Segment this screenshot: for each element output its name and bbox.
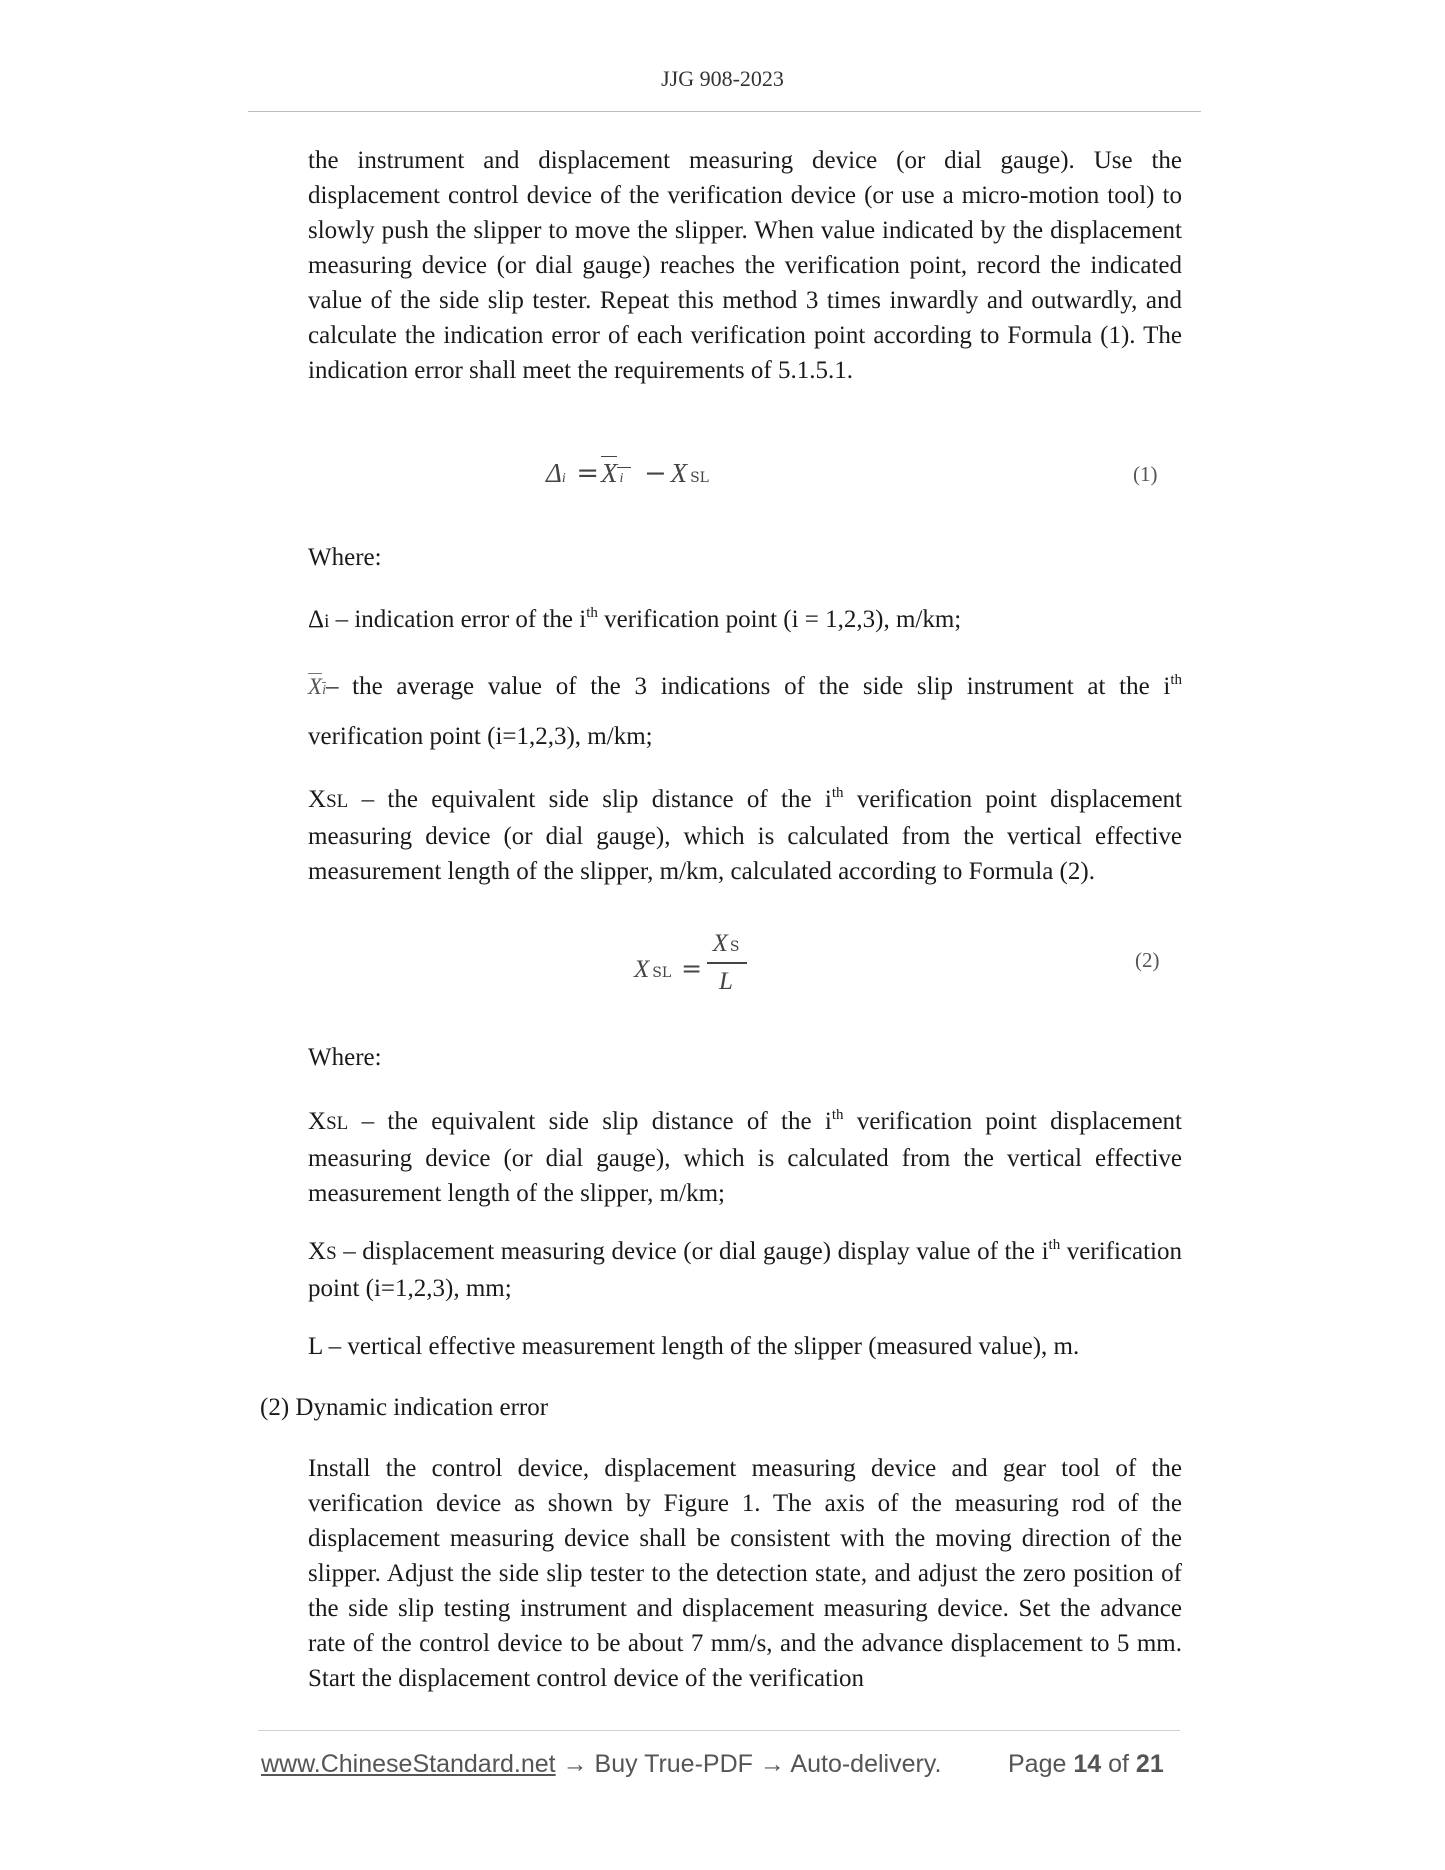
def2-xsl-text-a: – the equivalent side slip distance of the i xyxy=(348,1108,832,1135)
footer-arrow-2: → xyxy=(752,1750,791,1778)
header-divider xyxy=(248,111,1201,112)
footer-of-label: of xyxy=(1108,1750,1129,1778)
header-doc-id: JJG 908-2023 xyxy=(661,66,784,91)
def-xbar-text-b: verification point (i=1,2,3), m/km; xyxy=(308,723,653,750)
def-delta-text-b: verification point (i = 1,2,3), m/km; xyxy=(597,606,962,633)
def-xsl-symbol: X xyxy=(308,786,327,813)
footer-page-label: Page xyxy=(1008,1750,1067,1778)
def-delta-text-a: – indication error of the i xyxy=(329,606,587,633)
footer-page-indicator xyxy=(1008,1750,1164,1779)
def-xs-symbol: X xyxy=(308,1238,327,1265)
def-xs-sup: th xyxy=(1048,1237,1061,1253)
formula1-xbar: X xyxy=(600,458,618,488)
formula2-number: (2) xyxy=(1135,948,1160,972)
def2-xsl-symbol: X xyxy=(308,1108,327,1135)
formula1-minus: − xyxy=(643,458,667,489)
def-xbar-text-a: – the average value of the 3 indications of the side slip instrument at the i xyxy=(325,673,1171,700)
def-delta-sub: i xyxy=(324,611,330,632)
def2-xsl-sub: SL xyxy=(326,1113,349,1134)
def-xs-text-b: verification point (i=1,2,3), mm; xyxy=(308,1238,1182,1302)
def-xs-text-a: – displacement measuring device (or dial gauge) display value of the i xyxy=(336,1238,1049,1265)
where2-def-xs xyxy=(308,1234,1182,1306)
def2-xsl-sup: th xyxy=(831,1107,844,1123)
footer-site-link[interactable]: www.ChineseStandard.net xyxy=(261,1750,556,1778)
footer-total-pages: 21 xyxy=(1135,1750,1164,1778)
def-xs-sub: S xyxy=(326,1243,337,1264)
def-delta-symbol: Δ xyxy=(308,606,325,633)
formula-2 xyxy=(634,928,754,998)
formula1-delta: Δ xyxy=(546,458,562,488)
def-xsl-sub: SL xyxy=(326,791,349,812)
formula2-num: X xyxy=(712,930,728,957)
where2-def-xsl xyxy=(308,1104,1182,1211)
def-xsl-text-b: verification point displacement measuring device (or dial gauge), which is calculated from the vertical effective measurement length of the slipper, m/km, calculated according to Formula (2). xyxy=(308,786,1182,885)
formula1-x: X xyxy=(670,458,688,488)
where2-label: Where: xyxy=(308,1044,382,1071)
formula2-den: L xyxy=(719,968,733,995)
formula2-x: X xyxy=(634,956,650,983)
def-xsl-text-a: – the equivalent side slip distance of the i xyxy=(348,786,832,813)
where1-label: Where: xyxy=(308,544,382,571)
intro-paragraph: the instrument and displacement measuring device (or dial gauge). Use the displacement control device of the verification device (or use a micro-motion tool) to slowly push the slipper to move the slipper. When value indicated by the displacement measuring device (or dial gauge) reaches the verification point, record the indicated value of the side slip tester. Repeat this method 3 times inwardly and outwardly, and calculate the indication error of each verification point according to Formula (1). The indication error shall meet the requirements of 5.1.5.1. xyxy=(308,147,1182,384)
footer-delivery: Auto-delivery. xyxy=(790,1750,942,1778)
where1-def-xbar-line1 xyxy=(308,669,1182,708)
formula2-x-sub: SL xyxy=(652,965,672,981)
def2-xsl-text-b: verification point displacement measuring device (or dial gauge), which is calculated from the vertical effective measurement length of the slipper, m/km; xyxy=(308,1108,1182,1207)
def-xbar-sup: th xyxy=(1170,672,1182,688)
formula1-x-sub: SL xyxy=(690,470,709,486)
def-xbar-sub: i xyxy=(322,683,326,698)
formula1-delta-sub: i xyxy=(561,471,566,486)
footer-page-number: 14 xyxy=(1073,1750,1102,1778)
footer-promo xyxy=(261,1750,941,1779)
def-xsl-sup: th xyxy=(831,785,844,801)
footer-divider xyxy=(258,1730,1180,1731)
footer-arrow-1: → xyxy=(555,1750,595,1778)
formula1-number: (1) xyxy=(1133,462,1158,486)
where2-def-l: L – vertical effective measurement length of the slipper (measured value), m. xyxy=(308,1333,1080,1360)
def-xbar-symbol: X xyxy=(308,674,323,699)
def-delta-sup: th xyxy=(586,605,598,621)
formula1-equals: = xyxy=(576,458,599,489)
formula2-equals: = xyxy=(681,954,703,983)
section-heading: (2) Dynamic indication error xyxy=(260,1394,549,1421)
footer-buy: Buy True-PDF xyxy=(594,1750,753,1778)
formula2-num-sub: S xyxy=(729,939,740,955)
where1-def-xsl xyxy=(308,782,1182,889)
formula2-fraction-bar xyxy=(707,962,747,964)
dynamic-paragraph: Install the control device, displacement measuring device and gear tool of the verification device as shown by Figure 1. The axis of the measuring rod of the displacement measuring device shall be consistent with the moving direction of the slipper. Adjust the side slip tester to the detection state, and adjust the zero position of the side slip testing instrument and displacement measuring device. Set the advance rate of the control device to be about 7 mm/s, and the advance displacement to 5 mm. Start the displacement control device of the verification xyxy=(308,1455,1182,1692)
formula-1 xyxy=(546,458,709,489)
where1-def-delta xyxy=(308,602,961,639)
formula1-xbar-sub: i xyxy=(617,467,631,486)
